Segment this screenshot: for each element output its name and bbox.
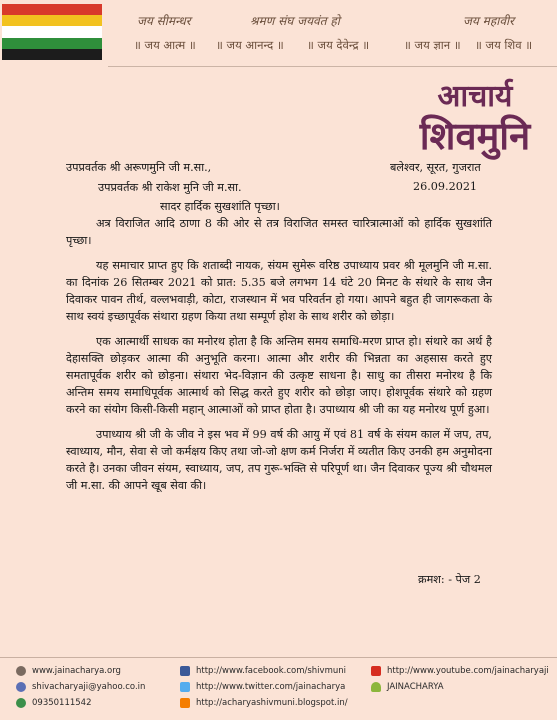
jain-flag-icon [2,4,102,60]
letter-body [66,215,492,502]
addressee-1: उपप्रवर्तक श्री अरूणमुनि जी म.सा., [66,161,212,174]
slogan-center: श्रमण संघ जयवंत हो [250,14,340,28]
youtube-icon [371,666,381,676]
twitter-text[interactable]: http://www.twitter.com/jainacharya [196,682,346,692]
header-name-3: ॥ जय देवेन्द्र ॥ [307,38,370,52]
twitter-icon [180,682,190,692]
facebook-text[interactable]: http://www.facebook.com/shivmuni [196,666,346,676]
paragraph-4: उपाध्याय श्री जी के जीव ने इस भव में 99 वर्ष की आयु में एवं 81 वर्ष के संयम काल में जप, तप, स्वाध्याय, मौन, सेवा से जो कर्मक्षय किए तथा जो-जो क्षण कर्म निर्जरा में व्यतीत किए उनकी हम अनुमोदना करते है। उनका जीवन संयम, स्वाध्याय, जप, तप गुरू-भक्ति से परिपूर्ण था। जैन दिवाकर पूज्य श्री चौथमल जी म.सा. की आपने खूब सेवा की। [66,428,492,492]
blog-text[interactable]: http://acharyashivmuni.blogspot.in/ [196,698,348,708]
footer-divider [0,657,557,658]
phone-text[interactable]: 09350111542 [32,698,92,708]
letterhead [0,0,557,66]
letter-date: 26.09.2021 [413,180,478,193]
header-name-2: ॥ जय आनन्द ॥ [216,38,284,52]
paragraph-3: एक आत्मार्थी साधक का मनोरथ होता है कि अन्तिम समय समाधि-मरण प्राप्त हो। संथारे का अर्थ है देहासक्ति छोड़कर आत्मा की अनुभूति करना। आत्मा और शरीर की भिन्नता का अहसास करते हुए समतापूर्वक शरीर को छोड़ना। संथारा भेद-विज्ञान की उत्कृष्ट साधना है। साधु का तीसरा मनोरथ है कि अन्तिम समय समाधिपूर्वक आत्मार्थ को सिद्ध करते हुए शरीर को छोड़ा जाए। होशपूर्वक संथारे को ग्रहण करने का संयोग किसी-किसी महान् आत्माओं को प्राप्त होता है। उपाध्याय श्री जी का यह मनोरथ पूर्ण हुआ। [66,335,492,416]
footer-blog[interactable] [180,698,348,708]
continued-note: क्रमश: - पेज 2 [418,573,481,586]
slogan-right: जय महावीर [463,14,515,28]
blogger-icon [180,698,190,708]
email-icon [16,682,26,692]
facebook-icon [180,666,190,676]
header-name-4: ॥ जय ज्ञान ॥ [404,38,461,52]
header-name-5: ॥ जय शिव ॥ [475,38,533,52]
logo-line-2: शिवमुनि [419,114,531,158]
footer-website[interactable] [16,666,121,676]
paragraph-1: अत्र विराजित आदि ठाणा 8 की ओर से तत्र विराजित समस्त चारित्रात्माओं को हार्दिक सुखशांति पृच्छा। [66,217,492,247]
header-name-1: ॥ जय आत्म ॥ [134,38,196,52]
logo-line-1: आचार्य [437,79,513,114]
email-text[interactable]: shivacharyaji@yahoo.co.in [32,682,146,692]
android-text[interactable]: JAINACHARYA [387,682,444,692]
footer-facebook[interactable] [180,666,346,676]
addressee-2: उपप्रवर्तक श्री राकेश मुनि जी म.सा. [98,181,242,194]
website-text[interactable]: www.jainacharya.org [32,666,121,676]
globe-icon [16,666,26,676]
youtube-text[interactable]: http://www.youtube.com/jainacharyaji [387,666,549,676]
footer-phone[interactable] [16,698,92,708]
paragraph-2: यह समाचार प्राप्त हुए कि शताब्दी नायक, संयम सुमेरू वरिष्ठ उपाध्याय प्रवर श्री मूलमुनि जी म.सा. का दिनांक 26 सितम्बर 2021 को प्रात: 5.35 बजे लगभग 14 घंटे 20 मिनट के संथारे के साथ जैन दिवाकर पावन तीर्थ, वल्लभवाड़ी, कोटा, राजस्थान में भव परिवर्तन हो गया। आपने बहुत ही जागरूकता के साथ स्वयं इच्छापूर्वक संथारा ग्रहण किया तथा सम्पूर्ण होश के साथ शरीर को छोड़ा। [66,259,492,323]
footer-android[interactable] [371,682,444,692]
letter-place: बलेश्वर, सूरत, गुजरात [390,161,481,174]
phone-icon [16,698,26,708]
slogan-left: जय सीमन्धर [137,14,191,28]
header-divider [108,66,557,67]
acharya-logo [400,80,550,158]
android-icon [371,682,381,692]
greeting: सादर हार्दिक सुखशांति पृच्छा। [160,200,280,213]
footer-email[interactable] [16,682,145,692]
footer-twitter[interactable] [180,682,345,692]
footer-youtube[interactable] [371,666,549,676]
